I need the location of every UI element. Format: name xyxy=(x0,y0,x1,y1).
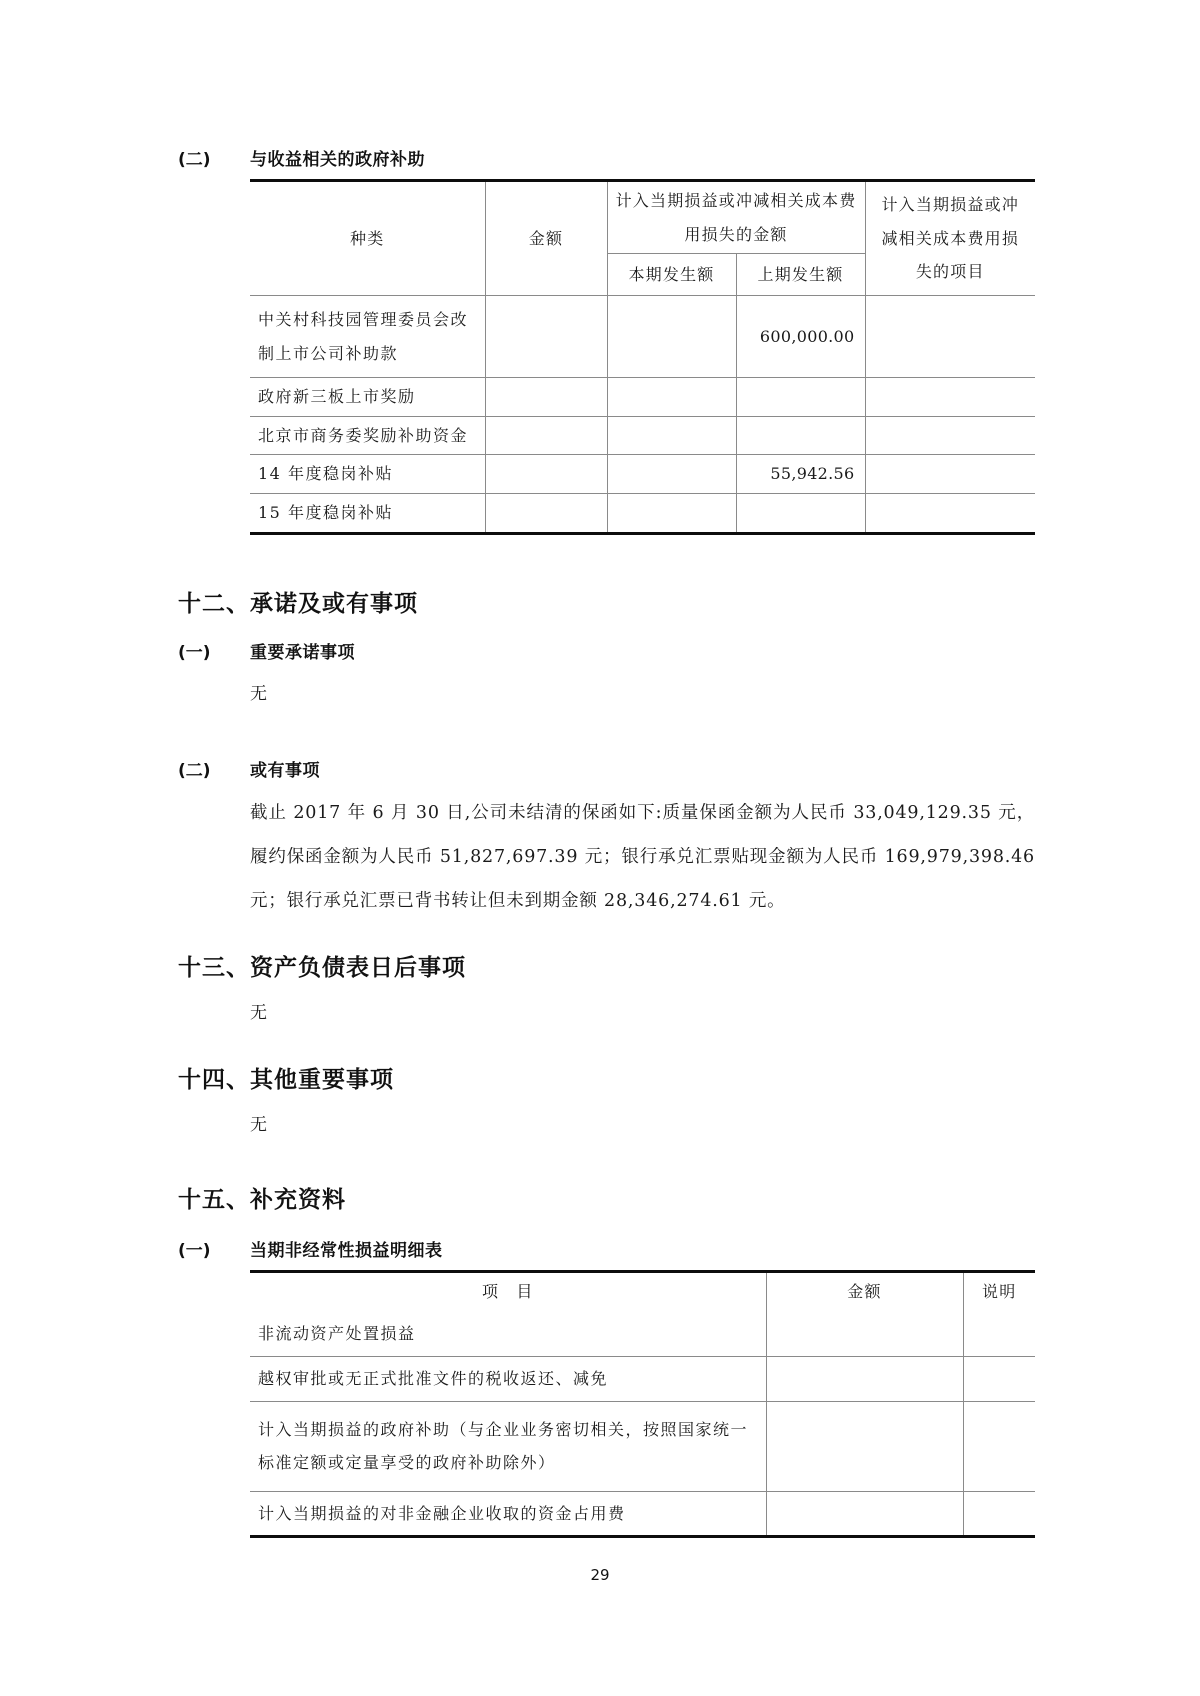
table-cell xyxy=(766,1356,963,1401)
header-note: 说明 xyxy=(963,1271,1035,1311)
table-cell: 中关村科技园管理委员会改制上市公司补助款 xyxy=(250,296,485,378)
header-amount: 金额 xyxy=(485,181,607,296)
table-cell xyxy=(736,378,865,417)
table-cell xyxy=(865,296,1035,378)
section-12-2-title: 或有事项 xyxy=(250,760,320,781)
header-prior-period: 上期发生额 xyxy=(736,254,865,296)
table-cell xyxy=(607,493,736,533)
section-13-title: 十三、资产负债表日后事项 xyxy=(178,954,466,981)
table-cell xyxy=(485,416,607,455)
section-12-1-label: (一) xyxy=(178,642,211,663)
non-recurring-header-row xyxy=(250,1271,1035,1311)
header-merged-amount: 计入当期损益或冲减相关成本费用损失的金额 xyxy=(607,181,865,254)
table-cell xyxy=(485,493,607,533)
table-cell: 计入当期损益的对非金融企业收取的资金占用费 xyxy=(258,1503,626,1523)
section-15-title: 十五、补充资料 xyxy=(178,1186,346,1213)
table-cell xyxy=(736,416,865,455)
section-15-1-label: (一) xyxy=(178,1240,211,1261)
section-2-label: (二) xyxy=(178,150,211,170)
header-item: 计入当期损益或冲减相关成本费用损失的项目 xyxy=(865,181,1035,296)
section-12-2-heading xyxy=(178,756,1035,781)
table-row xyxy=(250,416,1035,455)
header-amount: 金额 xyxy=(766,1271,963,1311)
table-row xyxy=(250,296,1035,378)
section-15-1-heading xyxy=(178,1236,1035,1261)
table-cell xyxy=(485,296,607,378)
header-current-period: 本期发生额 xyxy=(607,254,736,296)
table-row xyxy=(250,455,1035,494)
table-cell xyxy=(963,1491,1035,1536)
table-row xyxy=(250,1401,1035,1491)
table-cell xyxy=(607,455,736,494)
table-cell xyxy=(963,1356,1035,1401)
gov-subsidy-table xyxy=(250,179,1035,535)
table-cell: 15 年度稳岗补贴 xyxy=(258,502,393,522)
contingency-paragraph: 截止 2017 年 6 月 30 日,公司未结清的保函如下:质量保函金额为人民币 33,049,129.35 元，履约保函金额为人民币 51,827,697.39 元；银行承兑汇票贴现金额为人民币 169,979,398.46 元；银行承兑汇票已背书转让但未到期金额 28,346,274.61 元。 xyxy=(250,802,1035,911)
table-cell xyxy=(963,1311,1035,1356)
non-recurring-items-table xyxy=(250,1270,1035,1538)
table-row xyxy=(250,378,1035,417)
table-cell xyxy=(865,455,1035,494)
table-cell xyxy=(485,455,607,494)
table-cell: 600,000.00 xyxy=(736,296,865,378)
page-number: 29 xyxy=(590,1566,610,1584)
table-cell: 非流动资产处置损益 xyxy=(250,1311,766,1356)
table-cell xyxy=(865,493,1035,533)
section-12-2-label: (二) xyxy=(178,760,211,781)
table-cell xyxy=(766,1401,963,1491)
section-2-heading xyxy=(178,145,1035,170)
gov-subsidy-header-row xyxy=(250,181,1035,254)
table-cell: 14 年度稳岗补贴 xyxy=(250,455,485,494)
table-cell: 北京市商务委奖励补助资金 xyxy=(250,416,485,455)
table-row xyxy=(250,1356,1035,1401)
section-12-1-title: 重要承诺事项 xyxy=(250,642,355,663)
table-row xyxy=(250,493,1035,533)
section-12-title: 十二、承诺及或有事项 xyxy=(178,590,418,617)
table-cell xyxy=(607,416,736,455)
table-cell xyxy=(485,378,607,417)
section-15-1-title: 当期非经常性损益明细表 xyxy=(250,1240,443,1261)
table-cell xyxy=(865,416,1035,455)
section-12-1-heading xyxy=(178,638,1035,663)
header-item-name: 项 目 xyxy=(481,1282,534,1302)
table-cell xyxy=(865,378,1035,417)
header-type: 种类 xyxy=(250,181,485,296)
table-cell xyxy=(607,378,736,417)
table-cell: 越权审批或无正式批准文件的税收返还、减免 xyxy=(250,1356,766,1401)
section-13-content: 无 xyxy=(250,1002,268,1023)
table-row xyxy=(250,1491,1035,1536)
table-cell: 55,942.56 xyxy=(736,455,865,494)
table-row xyxy=(250,1311,1035,1356)
table-cell xyxy=(963,1401,1035,1491)
section-12-1-content: 无 xyxy=(250,683,268,704)
table-cell xyxy=(607,296,736,378)
section-14-content: 无 xyxy=(250,1114,268,1135)
table-cell xyxy=(736,493,865,533)
section-14-title: 十四、其他重要事项 xyxy=(178,1066,394,1093)
table-cell: 计入当期损益的政府补助（与企业业务密切相关，按照国家统一标准定额或定量享受的政府补助除外） xyxy=(250,1401,766,1491)
table-cell: 政府新三板上市奖励 xyxy=(250,378,485,417)
section-2-title: 与收益相关的政府补助 xyxy=(250,150,425,170)
table-cell xyxy=(766,1491,963,1536)
table-cell xyxy=(766,1311,963,1356)
